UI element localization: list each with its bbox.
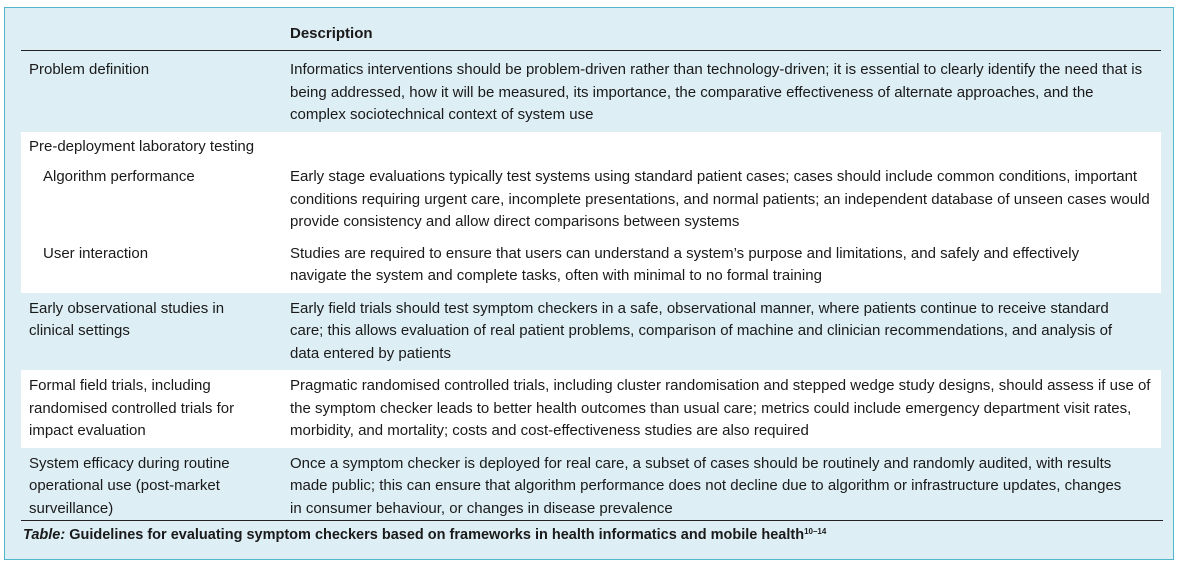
table-row	[21, 51, 1161, 132]
table-header	[21, 8, 1161, 51]
row-label: Problem definition	[29, 61, 150, 78]
row-description: Studies are required to ensure that users can understand a system’s purpose and limitations, and safely and effectively navigate the system and complete tasks, often with minimal to no formal training	[290, 244, 1080, 284]
caption-references: 10–14	[804, 527, 827, 536]
caption-text: Guidelines for evaluating symptom checkers based on frameworks in health informatics and mobile health	[65, 527, 805, 543]
table-caption	[21, 520, 1163, 543]
row-label: System efficacy during routine operational use (post-market surveillance)	[29, 454, 230, 517]
table-row	[21, 293, 1161, 371]
table-frame	[4, 7, 1174, 560]
guidelines-table	[21, 8, 1161, 525]
table-row	[21, 448, 1161, 526]
table-row	[21, 370, 1161, 448]
row-description: Early field trials should test symptom checkers in a safe, observational manner, where patients continue to receive standard care; this allows evaluation of real patient problems, comparison of machine and clinician recommendations, and analysis of data entered by patients	[290, 299, 1113, 362]
row-label: Formal field trials, including randomised controlled trials for impact evaluation	[29, 377, 235, 439]
row-label: Algorithm performance	[43, 168, 195, 185]
row-description: Informatics interventions should be problem-driven rather than technology-driven; it is essential to clearly identify the need that is being addressed, how it will be measured, its importance, the comparative effectiveness of alternate approaches, and the complex sociotechnical context of system use	[290, 61, 1143, 123]
row-label: User interaction	[43, 244, 149, 262]
table-row	[21, 160, 1161, 237]
row-label: Pre-deployment laboratory testing	[29, 137, 255, 155]
table-row	[21, 237, 1161, 293]
header-description: Description	[290, 25, 373, 42]
row-label: Early observational studies in clinical settings	[29, 299, 225, 339]
caption-prefix: Table:	[23, 527, 66, 543]
row-description: Once a symptom checker is deployed for real care, a subset of cases should be routinely and randomly audited, with results made public; this can ensure that algorithm performance does not decline due to algorithm or infrastructure updates, changes in consumer behaviour, or changes in disease prevalence	[290, 454, 1122, 517]
table-row	[21, 132, 1161, 161]
row-description: Early stage evaluations typically test systems using standard patient cases; cases should include common conditions, important conditions requiring urgent care, incomplete presentations, and normal patients; an independent database of unseen cases would provide consistency and allow direct comparisons between systems	[290, 168, 1150, 230]
row-description	[421, 136, 1161, 159]
row-description: Pragmatic randomised controlled trials, including cluster randomisation and stepped wedge study designs, should assess if use of the symptom checker leads to better health outcomes than usual care; metrics could include emergency department visit rates, morbidity, and mortality; costs and cost-effectiveness studies are also required	[290, 377, 1151, 439]
